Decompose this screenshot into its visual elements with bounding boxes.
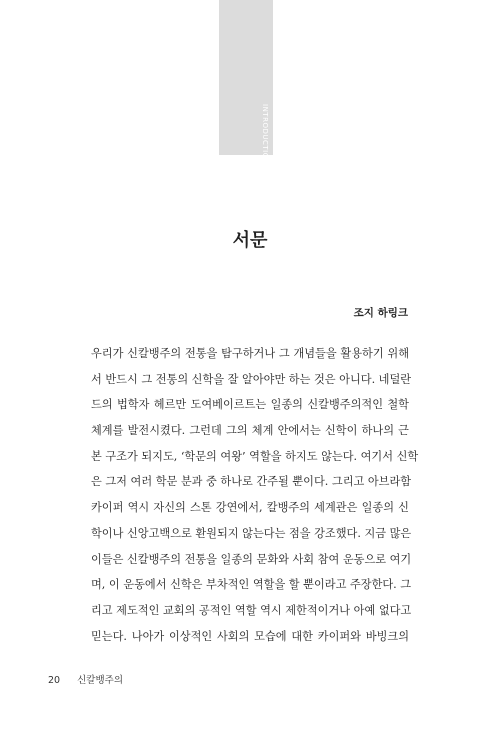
body-line: 은 그저 여러 학문 분과 중 하나로 간주될 뿐이다. 그리고 아브라함 bbox=[91, 475, 412, 489]
page-number: 20 bbox=[48, 675, 61, 686]
body-line: 리고 제도적인 교회의 공적인 역할 역시 제한적이거나 아예 없다고 bbox=[91, 603, 412, 617]
tab-vertical-text: INTRODUCTION bbox=[261, 104, 269, 165]
body-line: 이들은 신칼뱅주의 전통을 일종의 문화와 사회 참여 운동으로 여기 bbox=[91, 552, 412, 566]
chapter-tab-decoration bbox=[219, 0, 273, 165]
body-line: 체계를 발전시켰다. 그런데 그의 체계 안에서는 신학이 하나의 근 bbox=[91, 424, 409, 438]
author-name: 조지 하링크 bbox=[353, 307, 408, 319]
page-title: 서문 bbox=[232, 230, 268, 251]
running-title: 신칼뱅주의 bbox=[77, 675, 124, 686]
body-line: 서 반드시 그 전통의 신학을 잘 알아야만 하는 것은 아니다. 네덜란 bbox=[91, 372, 412, 386]
body-line: 본 구조가 되지도, ‘학문의 여왕’ 역할을 하지도 않는다. 여기서 신학 bbox=[91, 449, 419, 463]
body-line: 드의 법학자 헤르만 도여베이르트는 일종의 신칼뱅주의적인 철학 bbox=[91, 398, 409, 412]
body-line: 카이퍼 역시 자신의 스톤 강연에서, 칼뱅주의 세계관은 일종의 신 bbox=[91, 501, 409, 515]
body-line: 우리가 신칼뱅주의 전통을 탐구하거나 그 개념들을 활용하기 위해 bbox=[91, 347, 409, 360]
body-line: 학이나 신앙고백으로 환원되지 않는다는 점을 강조했다. 지금 많은 bbox=[91, 526, 412, 540]
page-footer bbox=[48, 672, 123, 686]
body-line: 며, 이 운동에서 신학은 부차적인 역할을 할 뿐이라고 주장한다. 그 bbox=[91, 578, 412, 592]
body-line: 믿는다. 나아가 이상적인 사회의 모습에 대한 카이퍼와 바빙크의 bbox=[91, 629, 409, 643]
body-paragraph bbox=[91, 341, 419, 649]
